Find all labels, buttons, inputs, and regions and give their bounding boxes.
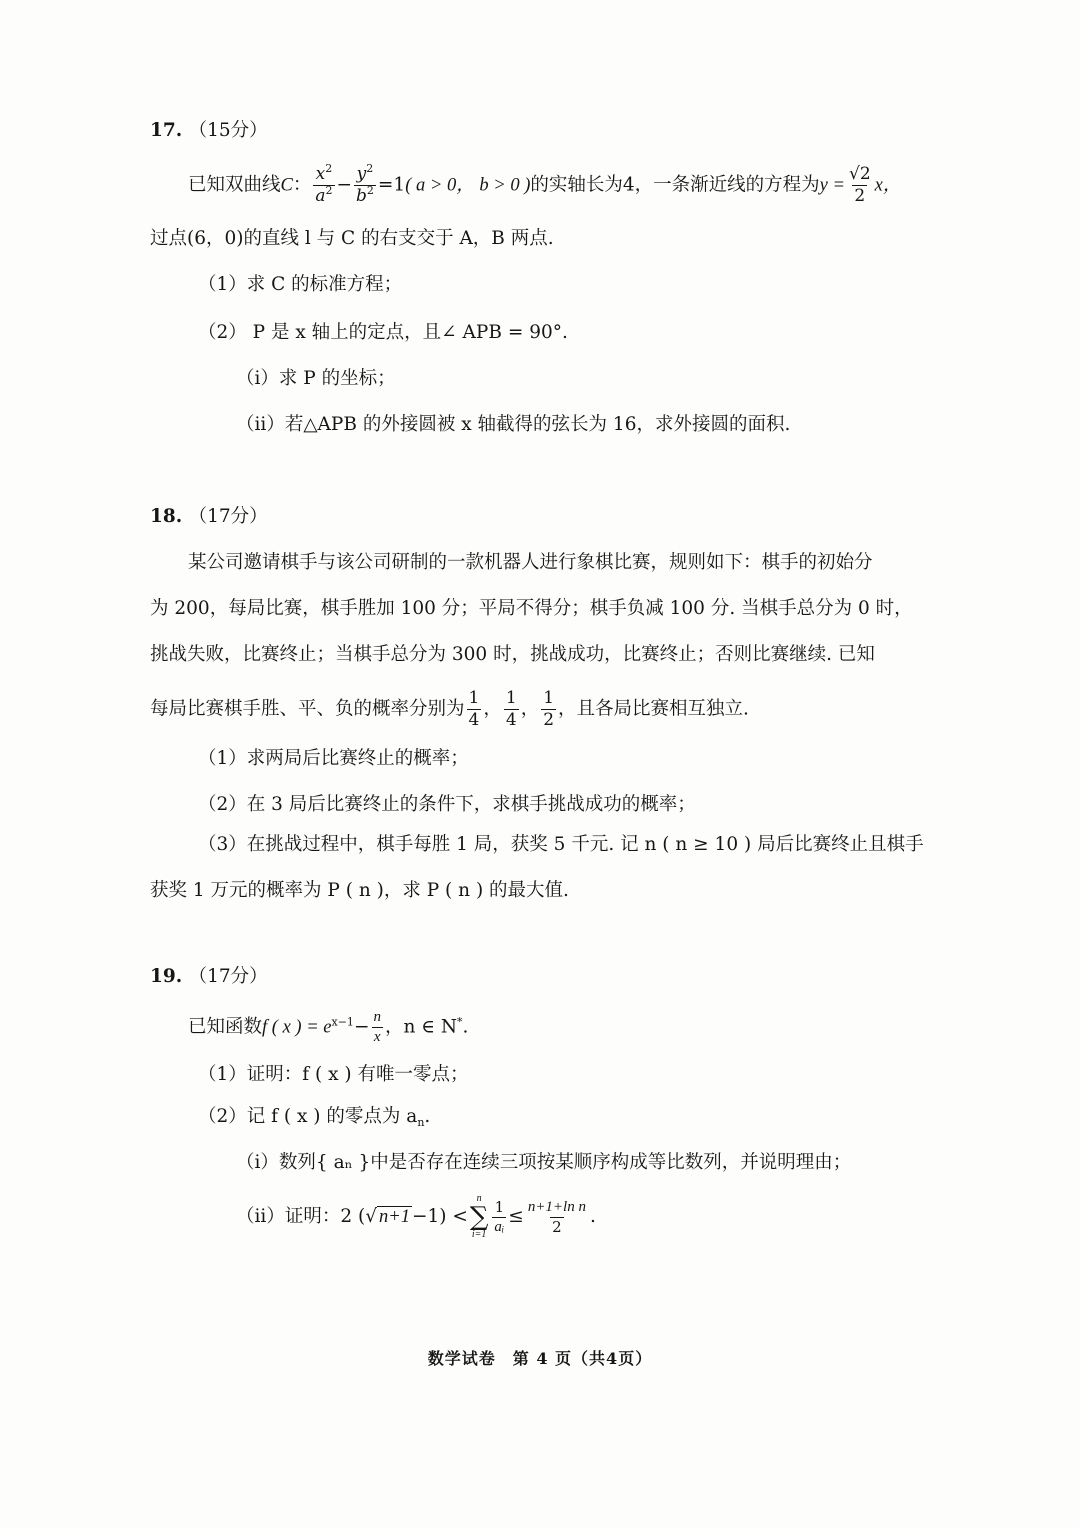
q19-part2-ii-mid: −1) < (411, 1206, 468, 1227)
q18-line4-suffix: ，且各局比赛相互独立. (558, 698, 749, 720)
eq-rhs: =1 (377, 174, 406, 196)
q17-number: 17. (150, 120, 183, 141)
q19-part2-text: （2）记 f ( x ) 的零点为 a (198, 1106, 418, 1127)
q19-part2-ii-prefix: （ii）证明：2 ( (236, 1206, 366, 1227)
curve-symbol: C (280, 175, 293, 196)
reciprocal-a: $\frac{1}{\text{aᵢ}}$ (494, 1197, 505, 1235)
q19-line1 (188, 1010, 988, 1045)
q18-number: 18. (150, 506, 183, 527)
period: . (589, 1206, 596, 1227)
q18-part3-line1: （3）在挑战过程中，棋手每胜 1 局，获奖 5 千元. 记 n ( n ≥ 10 ) 局后比赛终止且棋手 (198, 834, 924, 855)
q19-part1: （1）证明：f ( x ) 有唯一零点； (198, 1064, 469, 1085)
separator: ， (520, 698, 540, 720)
q18-line4 (150, 690, 950, 729)
period: . (462, 1016, 469, 1038)
star-superscript: * (457, 1015, 463, 1029)
q19-part2-i: （i）数列{ aₙ }中是否存在连续三项按某顺序构成等比数列，并说明理由； (236, 1152, 852, 1173)
q17-text: 已知双曲线 (188, 174, 281, 196)
sqrt-expression: √ n+1 (365, 1206, 410, 1227)
prob-loss: $\frac{1}{2}$ (543, 688, 555, 730)
hyperbola-term-y: $\frac{y^2}{b^2}$ (356, 162, 374, 206)
q17-part1: （1）求 C 的标准方程； (198, 274, 403, 295)
q19-points: （17分） (188, 966, 268, 987)
q19-number: 19. (150, 966, 183, 987)
domain-condition: ，n ∈ N (384, 1016, 458, 1038)
n-over-x: $\frac{n}{x}$ (373, 1009, 381, 1045)
eq-condition: ( a > 0， b > 0 ) (405, 175, 531, 196)
q17-text-mid: 的实轴长为4，一条渐近线的方程为 (530, 174, 820, 196)
separator: ， (483, 698, 502, 720)
summation: n ∑ i=1 (469, 1193, 489, 1240)
upper-bound: $\frac{\text{n+1+ln n}}{2}$ (527, 1198, 586, 1236)
function-def: f ( x ) = e (262, 1017, 332, 1038)
q18-part3-line2: 获奖 1 万元的概率为 P ( n )，求 P ( n ) 的最大值. (150, 880, 569, 901)
q18-line4-prefix: 每局比赛棋手胜、平、负的概率分别为 (150, 698, 465, 720)
q19-part2 (198, 1104, 998, 1130)
q18-points: （17分） (188, 506, 268, 527)
q17-statement-line2: 过点(6，0)的直线 l 与 C 的右支交于 A，B 两点. (150, 228, 554, 249)
asymptote-slope: $\frac{√2}{2}$ (848, 164, 871, 206)
asymptote-lhs: y = (819, 175, 845, 196)
q17-part2: （2） P 是 x 轴上的定点，且∠ APB = 90°. (198, 322, 568, 343)
q19-heading (150, 964, 950, 990)
q19-part2-ii (236, 1194, 1036, 1240)
prob-win: $\frac{1}{4}$ (468, 688, 480, 730)
hyperbola-term-x: $\frac{x^2}{a^2}$ (315, 162, 333, 206)
subscript-n: n (417, 1116, 425, 1129)
q17-part2-ii: （ii）若△APB 的外接圆被 x 轴截得的弦长为 16，求外接圆的面积. (236, 414, 791, 435)
exponent: x−1 (331, 1015, 354, 1029)
prob-draw: $\frac{1}{4}$ (505, 688, 517, 730)
minus-sign: − (353, 1016, 370, 1038)
q18-part1: （1）求两局后比赛终止的概率； (198, 748, 469, 769)
q18-line1: 某公司邀请棋手与该公司研制的一款机器人进行象棋比赛，规则如下：棋手的初始分 (188, 552, 873, 573)
q18-line2: 为 200，每局比赛，棋手胜加 100 分；平局不得分；棋手负减 100 分. 当棋手总分为 0 时， (150, 598, 913, 619)
q19-text: 已知函数 (188, 1016, 263, 1038)
asymptote-var: x， (874, 175, 902, 196)
q17-heading (150, 118, 950, 144)
leq-sign: ≤ (508, 1206, 524, 1227)
q17-points: （15分） (188, 120, 268, 141)
q18-line3: 挑战失败，比赛终止；当棋手总分为 300 时，挑战成功，比赛终止；否则比赛继续. 已知 (150, 644, 875, 665)
period: . (424, 1106, 431, 1127)
q18-part2: （2）在 3 局后比赛终止的条件下，求棋手挑战成功的概率； (198, 794, 696, 815)
q18-heading (150, 504, 950, 530)
q17-part2-i: （i）求 P 的坐标； (236, 368, 396, 389)
q17-statement-line1: 已知双曲线C： $\frac{x^2}{a^2}$ − $\frac{y^2}{b^2}$ =1( a > 0， b > 0 )的实轴长为4，一条渐近线的方程为y = $\frac{√2}{2}$ x， (188, 162, 902, 206)
page-footer: 数学试卷 第 4 页（共4页） (427, 1349, 653, 1368)
